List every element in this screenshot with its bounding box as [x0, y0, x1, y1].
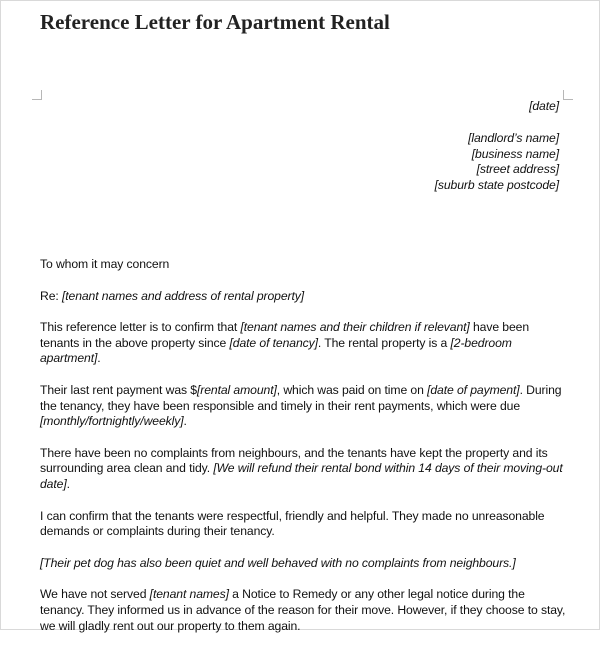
margin-corner-mark-left — [32, 90, 42, 100]
business-name-line: [business name] — [471, 146, 559, 161]
placeholder-payment-frequency: [monthly/fortnightly/weekly] — [40, 414, 184, 429]
placeholder-rental-amount: [rental amount] — [196, 382, 277, 397]
text-run: There have been no complaints from neighbours, and the tenants have kept the property and its surrounding area clean and tidy. — [40, 445, 548, 476]
placeholder-tenant-names: [tenant names and their children if relevant] — [240, 320, 470, 335]
re-label: Re: — [40, 288, 62, 303]
placeholder-date-of-tenancy: [date of tenancy] — [229, 335, 318, 350]
text-run: a Notice to Remedy or any other legal notice during the tenancy. They informed us in advance of the reason for their move. However, if they choose to stay, we will gladly rent out our property to them again. — [40, 587, 566, 633]
text-run: . — [183, 414, 187, 429]
placeholder-pet-note: [Their pet dog has also been quiet and well behaved with no complaints from neighbours.] — [40, 555, 516, 570]
paragraph-pet — [40, 556, 568, 572]
paragraph-rent — [40, 383, 568, 430]
paragraph-notice — [40, 587, 568, 634]
document-title: Reference Letter for Apartment Rental — [40, 10, 390, 34]
re-value: [tenant names and address of rental property] — [61, 288, 305, 303]
suburb-postcode-line: [suburb state postcode] — [434, 177, 559, 192]
date-placeholder: [date] — [529, 99, 559, 113]
placeholder-date-of-payment: [date of payment] — [427, 382, 520, 397]
paragraph-conduct: I can confirm that the tenants were respectful, friendly and helpful. They made no unreasonable demands or complaints during their tenancy. — [40, 508, 545, 539]
paragraph-tenancy — [40, 320, 568, 367]
text-run: . — [66, 476, 70, 491]
recipient-address — [435, 131, 559, 193]
paragraph-neighbours — [40, 446, 568, 493]
re-line — [40, 289, 568, 305]
text-run: have been tenants in the above property since — [40, 320, 530, 350]
text-run: , which was paid on time on — [276, 382, 428, 397]
text-run: We have not served — [40, 587, 150, 602]
landlord-name-line: [landlord’s name] — [468, 131, 559, 145]
text-run: Their last rent payment was $ — [40, 382, 197, 397]
placeholder-property-type: [2-bedroom apartment] — [40, 335, 512, 366]
text-run: . During the tenancy, they have been responsible and timely in their rent payments, which were due — [40, 382, 562, 413]
text-run: . — [97, 351, 101, 366]
margin-corner-mark-right — [563, 90, 573, 100]
placeholder-bond-refund: [We will refund their rental bond within 14 days of their moving-out date] — [40, 461, 563, 491]
text-run: . The rental property is a — [317, 335, 451, 350]
letter-body — [40, 257, 568, 650]
placeholder-tenant-names: [tenant names] — [149, 587, 229, 602]
text-run: This reference letter is to confirm that — [40, 320, 241, 335]
street-address-line: [street address] — [476, 162, 559, 177]
salutation: To whom it may concern — [40, 257, 170, 271]
